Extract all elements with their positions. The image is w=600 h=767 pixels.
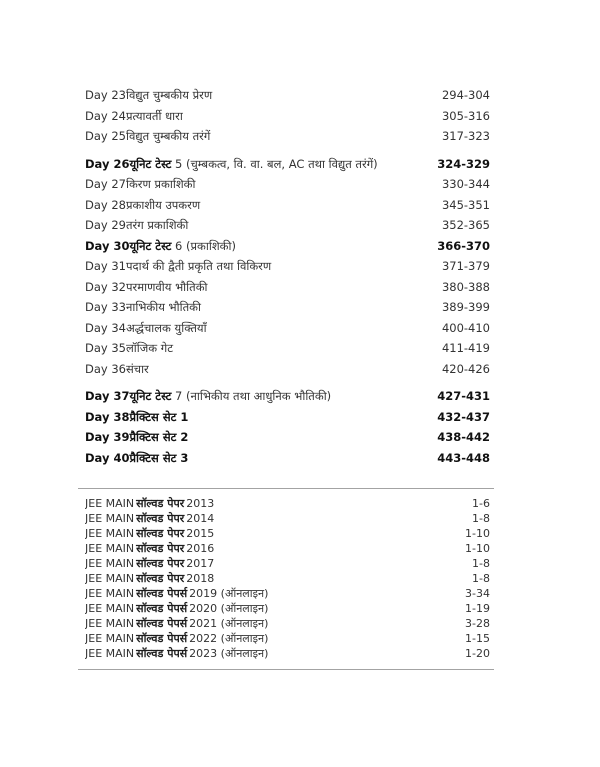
- page-range: 324-329: [437, 156, 490, 171]
- chapter-title: [126, 85, 432, 106]
- toc-row: [85, 297, 490, 318]
- toc-content: [78, 85, 494, 670]
- page-range: 371-379: [441, 259, 490, 273]
- chapter-title: [126, 277, 432, 298]
- paper-page-range: 3-28: [465, 617, 490, 630]
- paper-label: [85, 586, 455, 601]
- paper-row: [85, 571, 490, 586]
- day-label: Day 38: [85, 409, 130, 424]
- toc-row: [85, 318, 490, 339]
- chapter-title: [126, 215, 432, 236]
- paper-label-prefix: JEE MAIN: [85, 602, 135, 615]
- paper-row: [85, 556, 490, 571]
- day-label: Day 35: [85, 341, 126, 355]
- day-label: Day 25: [85, 129, 126, 143]
- paper-page-range: 1-20: [465, 647, 490, 660]
- paper-label: [85, 571, 462, 586]
- paper-label-bold: सॉल्वड पेपर: [136, 542, 185, 555]
- chapter-title: [126, 256, 432, 277]
- toc-row: [85, 236, 490, 257]
- paper-label: [85, 526, 455, 541]
- chapter-title-main: प्रैक्टिस सेट 1: [129, 409, 189, 424]
- paper-page-range: 1-6: [472, 497, 490, 510]
- page-range: 420-426: [441, 361, 490, 376]
- page-range: 443-448: [437, 450, 490, 465]
- chapter-title-main: प्रैक्टिस सेट 3: [129, 450, 189, 465]
- page-range: 366-370: [437, 238, 490, 253]
- chapter-title-main: संचार: [126, 361, 149, 376]
- page-range: 427-431: [437, 389, 490, 403]
- day-label: Day 40: [85, 450, 130, 465]
- toc-row: [85, 448, 490, 469]
- toc-row: [85, 338, 490, 359]
- day-label: Day 24: [85, 108, 126, 123]
- chapter-title: [126, 195, 432, 216]
- chapter-title: [129, 386, 427, 407]
- paper-page-range: 1-15: [465, 632, 490, 645]
- paper-row: [85, 541, 490, 556]
- chapter-title-main: विद्युत चुम्बकीय तरंगें: [126, 129, 211, 143]
- paper-label-year: 2020 (ऑनलाइन): [189, 602, 269, 615]
- solved-papers-list: [78, 489, 494, 669]
- paper-label: [85, 541, 455, 556]
- chapter-title: [126, 106, 432, 127]
- paper-label-bold: सॉल्वड पेपर: [136, 497, 185, 510]
- day-label: Day 36: [85, 361, 126, 376]
- page-range: 330-344: [441, 177, 490, 191]
- paper-page-range: 3-34: [465, 587, 490, 600]
- paper-label-bold: सॉल्वड पेपर: [136, 512, 185, 525]
- paper-label-year: 2015: [186, 527, 215, 540]
- paper-row: [85, 616, 490, 631]
- divider-bottom: [78, 669, 494, 670]
- days-toc-list: [78, 85, 494, 468]
- chapter-title: [126, 359, 432, 380]
- paper-page-range: 1-19: [465, 602, 490, 615]
- paper-label-prefix: JEE MAIN: [85, 617, 135, 630]
- paper-label-bold: सॉल्वड पेपर्स: [136, 647, 188, 660]
- paper-label-bold: सॉल्वड पेपर्स: [136, 632, 188, 645]
- paper-label-bold: सॉल्वड पेपर: [136, 527, 185, 540]
- page-range: 352-365: [441, 218, 490, 232]
- paper-label-year: 2019 (ऑनलाइन): [189, 587, 269, 600]
- toc-row: [85, 126, 490, 147]
- day-label: Day 33: [85, 300, 126, 314]
- chapter-title-suffix: 5 (चुम्बकत्व, वि. वा. बल, AC तथा विद्युत तरंगें): [171, 156, 378, 171]
- paper-label-prefix: JEE MAIN: [85, 527, 135, 540]
- chapter-title-main: प्रत्यावर्ती धारा: [126, 108, 183, 123]
- day-label: Day 37: [85, 389, 130, 403]
- paper-label: [85, 646, 455, 661]
- chapter-title-main: यूनिट टेस्ट: [129, 389, 172, 403]
- chapter-title-main: विद्युत चुम्बकीय प्रेरण: [126, 88, 213, 102]
- paper-label-prefix: JEE MAIN: [85, 587, 135, 600]
- chapter-title: [129, 407, 427, 428]
- toc-row: [85, 154, 490, 175]
- page-range: 380-388: [441, 279, 490, 294]
- paper-label-bold: सॉल्वड पेपर्स: [136, 602, 188, 615]
- chapter-title-main: अर्द्धचालक युक्तियाँ: [126, 320, 207, 335]
- toc-row: [85, 277, 490, 298]
- day-label: Day 39: [85, 430, 130, 444]
- day-label: Day 34: [85, 320, 126, 335]
- paper-row: [85, 526, 490, 541]
- chapter-title: [126, 174, 432, 195]
- chapter-title-suffix: 6 (प्रकाशिकी): [171, 238, 236, 253]
- day-label: Day 32: [85, 279, 126, 294]
- day-label: Day 29: [85, 218, 126, 232]
- paper-label-year: 2016: [186, 542, 215, 555]
- chapter-title-main: नाभिकीय भौतिकी: [126, 300, 201, 314]
- paper-label-prefix: JEE MAIN: [85, 647, 135, 660]
- day-label: Day 27: [85, 177, 126, 191]
- chapter-title: [126, 318, 432, 339]
- toc-row: [85, 174, 490, 195]
- paper-label-bold: सॉल्वड पेपर्स: [136, 587, 188, 600]
- paper-label-year: 2018: [186, 572, 215, 585]
- chapter-title: [129, 427, 427, 448]
- chapter-title-main: प्रकाशीय उपकरण: [126, 197, 201, 212]
- chapter-title-main: यूनिट टेस्ट: [129, 238, 172, 253]
- paper-label-year: 2023 (ऑनलाइन): [189, 647, 269, 660]
- day-label: Day 23: [85, 88, 126, 102]
- paper-label-bold: सॉल्वड पेपर्स: [136, 617, 188, 630]
- paper-label-prefix: JEE MAIN: [85, 572, 135, 585]
- toc-row: [85, 106, 490, 127]
- day-label: Day 31: [85, 259, 126, 273]
- toc-row: [85, 256, 490, 277]
- paper-label: [85, 511, 462, 526]
- chapter-title: [126, 338, 432, 359]
- chapter-title-main: परमाणवीय भौतिकी: [126, 279, 208, 294]
- paper-label-year: 2017: [186, 557, 215, 570]
- paper-row: [85, 601, 490, 616]
- chapter-title-main: यूनिट टेस्ट: [129, 156, 172, 171]
- paper-label-year: 2021 (ऑनलाइन): [189, 617, 269, 630]
- page-range: 294-304: [441, 88, 490, 102]
- page-range: 345-351: [441, 197, 490, 212]
- page-range: 400-410: [441, 320, 490, 335]
- chapter-title-main: प्रैक्टिस सेट 2: [129, 430, 189, 444]
- paper-row: [85, 511, 490, 526]
- paper-row: [85, 586, 490, 601]
- chapter-title: [126, 126, 432, 147]
- toc-row: [85, 195, 490, 216]
- toc-row: [85, 407, 490, 428]
- day-label: Day 26: [85, 156, 130, 171]
- toc-row: [85, 427, 490, 448]
- page-range: 389-399: [441, 300, 490, 314]
- day-label: Day 28: [85, 197, 126, 212]
- chapter-title: [129, 236, 427, 257]
- chapter-title-suffix: 7 (नाभिकीय तथा आधुनिक भौतिकी): [171, 389, 332, 403]
- paper-row: [85, 631, 490, 646]
- page-range: 317-323: [441, 129, 490, 143]
- chapter-title-main: लॉजिक गेट: [126, 341, 174, 355]
- paper-label-prefix: JEE MAIN: [85, 632, 135, 645]
- paper-label: [85, 601, 455, 616]
- paper-label-prefix: JEE MAIN: [85, 542, 135, 555]
- paper-row: [85, 496, 490, 511]
- chapter-title: [129, 448, 427, 469]
- toc-row: [85, 85, 490, 106]
- paper-row: [85, 646, 490, 661]
- chapter-title: [129, 154, 427, 175]
- toc-row: [85, 386, 490, 407]
- page-range: 411-419: [441, 341, 490, 355]
- day-label: Day 30: [85, 238, 130, 253]
- paper-label: [85, 631, 455, 646]
- paper-page-range: 1-8: [472, 572, 490, 585]
- chapter-title: [126, 297, 432, 318]
- paper-page-range: 1-10: [465, 527, 490, 540]
- paper-label: [85, 496, 462, 511]
- chapter-title-main: किरण प्रकाशिकी: [126, 177, 196, 191]
- paper-page-range: 1-8: [472, 557, 490, 570]
- paper-label-year: 2022 (ऑनलाइन): [189, 632, 269, 645]
- page-range: 305-316: [441, 108, 490, 123]
- paper-label-bold: सॉल्वड पेपर: [136, 572, 185, 585]
- paper-label-prefix: JEE MAIN: [85, 557, 135, 570]
- paper-label-year: 2014: [186, 512, 215, 525]
- chapter-title-main: पदार्थ की द्वैती प्रकृति तथा विकिरण: [126, 259, 272, 273]
- page-range: 438-442: [437, 430, 490, 444]
- paper-label: [85, 616, 455, 631]
- toc-row: [85, 359, 490, 380]
- page-range: 432-437: [437, 409, 490, 424]
- paper-page-range: 1-10: [465, 542, 490, 555]
- paper-page-range: 1-8: [472, 512, 490, 525]
- paper-label-prefix: JEE MAIN: [85, 497, 135, 510]
- chapter-title-main: तरंग प्रकाशिकी: [126, 218, 189, 232]
- paper-label-prefix: JEE MAIN: [85, 512, 135, 525]
- paper-label-bold: सॉल्वड पेपर: [136, 557, 185, 570]
- toc-row: [85, 215, 490, 236]
- paper-label-year: 2013: [186, 497, 215, 510]
- paper-label: [85, 556, 462, 571]
